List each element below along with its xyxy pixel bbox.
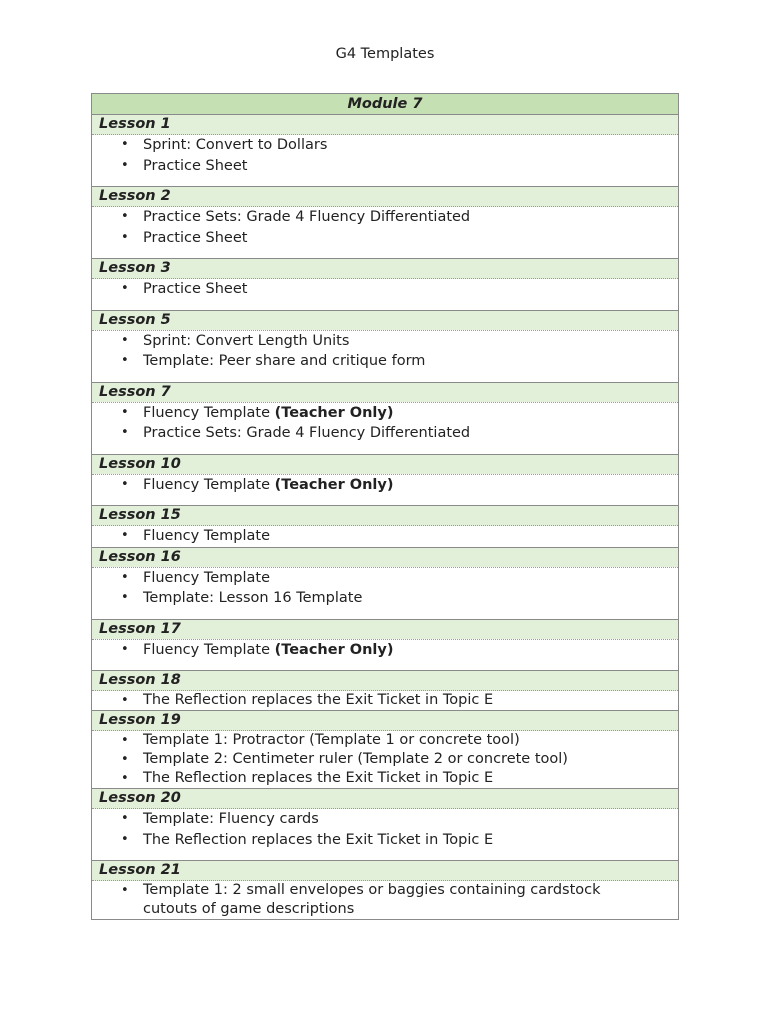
lesson-items <box>92 330 679 382</box>
list-item: • Practice Sheet <box>143 156 678 177</box>
bullet-icon: • <box>121 752 129 767</box>
lesson-items <box>92 207 679 259</box>
lesson-items <box>92 731 679 789</box>
lesson-heading: Lesson 2 <box>92 187 679 207</box>
list-item: • Template 1: Protractor (Template 1 or concrete tool) <box>121 732 520 748</box>
bullet-icon: • <box>121 811 129 826</box>
list-item: • Template 1: 2 small envelopes or baggies containing cardstock cutouts of game descriptions <box>121 882 601 917</box>
lesson-items <box>92 691 679 711</box>
lesson-heading: Lesson 16 <box>92 547 679 567</box>
list-item: • Template: Peer share and critique form <box>143 351 678 372</box>
teacher-only-note: (Teacher Only) <box>274 404 394 421</box>
lesson-items <box>92 402 679 454</box>
bullet-icon: • <box>121 229 129 245</box>
teacher-only-note: (Teacher Only) <box>274 476 394 493</box>
lesson-heading: Lesson 7 <box>92 382 679 402</box>
list-item: • Fluency Template (Teacher Only) <box>143 403 678 424</box>
bullet-icon: • <box>121 281 129 296</box>
lesson-heading: Lesson 15 <box>92 506 679 526</box>
list-item: • Practice Sheet <box>143 228 678 249</box>
list-item: • Practice Sets: Grade 4 Fluency Differentiated <box>143 423 678 444</box>
lesson-items <box>92 881 679 920</box>
bullet-icon: • <box>121 528 129 543</box>
list-item: • Template: Lesson 16 Template <box>143 588 678 609</box>
teacher-only-note: (Teacher Only) <box>274 641 394 658</box>
module-templates-table <box>91 93 679 920</box>
lesson-heading: Lesson 17 <box>92 619 679 639</box>
list-item: • The Reflection replaces the Exit Ticket in Topic E <box>143 830 678 851</box>
bullet-icon: • <box>121 332 129 348</box>
lesson-heading: Lesson 19 <box>92 711 679 731</box>
page-title: G4 Templates <box>335 46 435 62</box>
list-item: • Sprint: Convert Length Units <box>143 331 678 352</box>
lesson-heading: Lesson 3 <box>92 259 679 279</box>
bullet-icon: • <box>121 733 129 748</box>
lesson-items <box>92 474 679 506</box>
list-item: • Fluency Template (Teacher Only) <box>143 640 678 661</box>
lesson-heading: Lesson 20 <box>92 789 679 809</box>
lesson-heading: Lesson 1 <box>92 115 679 135</box>
bullet-icon: • <box>121 425 129 440</box>
lesson-heading: Lesson 5 <box>92 310 679 330</box>
bullet-icon: • <box>121 209 129 224</box>
lesson-heading: Lesson 10 <box>92 454 679 474</box>
bullet-icon: • <box>121 693 129 708</box>
list-item: • Practice Sets: Grade 4 Fluency Differentiated <box>143 207 678 228</box>
lesson-items <box>92 279 679 311</box>
list-item: • Template 2: Centimeter ruler (Template 2 or concrete tool) <box>121 751 568 767</box>
bullet-icon: • <box>121 353 129 368</box>
bullet-icon: • <box>121 157 129 173</box>
lesson-items <box>92 135 679 187</box>
lesson-items <box>92 639 679 671</box>
list-item: • Fluency Template <box>143 526 678 547</box>
bullet-icon: • <box>121 404 129 420</box>
bullet-icon: • <box>121 569 129 585</box>
list-item: • Practice Sheet <box>143 279 678 300</box>
lesson-items <box>92 809 679 861</box>
list-item: • The Reflection replaces the Exit Ticket in Topic E <box>121 692 494 708</box>
bullet-icon: • <box>121 476 129 492</box>
bullet-icon: • <box>121 137 129 152</box>
bullet-icon: • <box>121 771 129 786</box>
list-item: • Template: Fluency cards <box>143 809 678 830</box>
lesson-items <box>92 526 679 548</box>
list-item: • Sprint: Convert to Dollars <box>143 135 678 156</box>
lesson-heading: Lesson 18 <box>92 671 679 691</box>
bullet-icon: • <box>121 831 129 847</box>
lesson-heading: Lesson 21 <box>92 861 679 881</box>
bullet-icon: • <box>121 590 129 605</box>
lesson-items <box>92 567 679 619</box>
bullet-icon: • <box>121 641 129 657</box>
list-item: • The Reflection replaces the Exit Ticket in Topic E <box>121 770 494 786</box>
bullet-icon: • <box>121 883 129 898</box>
list-item: • Fluency Template (Teacher Only) <box>143 475 678 496</box>
list-item: • Fluency Template <box>143 568 678 589</box>
module-header: Module 7 <box>92 94 679 115</box>
